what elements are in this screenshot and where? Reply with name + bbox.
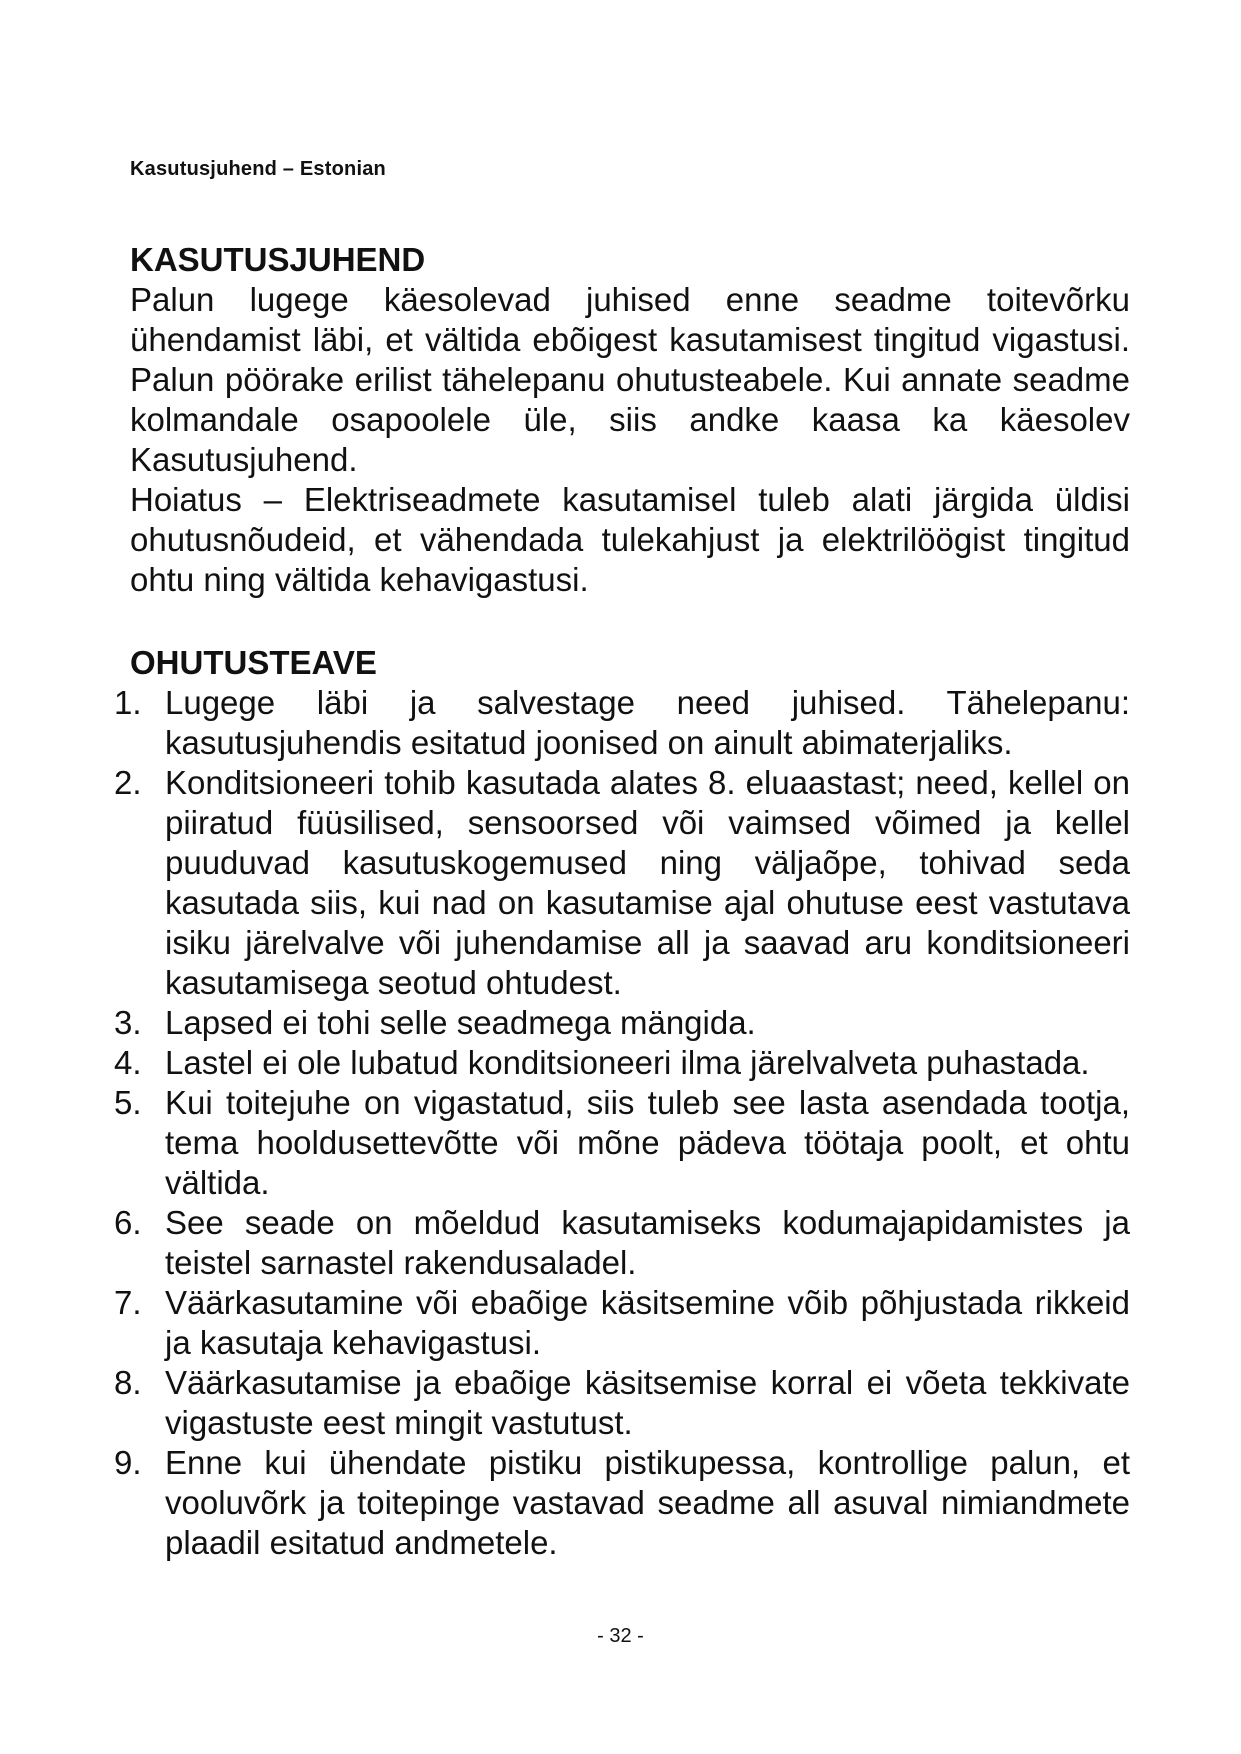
- safety-item-number: 7.: [114, 1284, 142, 1321]
- safety-item-7: [114, 1283, 1130, 1363]
- safety-item-text: Konditsioneeri tohib kasutada alates 8. eluaastast; need, kellel on piiratud füüsilised, sensoorsed või vaimsed võimed ja kellel puuduvad kasutuskogemused ning väljaõpe, tohivad seda kasutada siis, kui nad on kasutamise ajal ohutuse eest vastutava isiku järelvalve või juhendamise all ja saavad aru konditsioneeri kasutamisega seotud ohtudest.: [165, 764, 1130, 1001]
- intro-title: KASUTUSJUHEND: [130, 241, 426, 278]
- safety-item-number: 5.: [114, 1084, 142, 1121]
- safety-item-8: [114, 1363, 1130, 1443]
- safety-item-1: [114, 683, 1130, 763]
- safety-item-number: 1.: [114, 684, 142, 721]
- safety-item-text: Väärkasutamise ja ebaõige käsitsemise korral ei võeta tekkivate vigastuste eest mingit vastutust.: [165, 1364, 1130, 1441]
- safety-item-5: [114, 1083, 1130, 1203]
- safety-item-9: [114, 1443, 1130, 1563]
- warning-paragraph: Hoiatus – Elektriseadmete kasutamisel tuleb alati järgida üldisi ohutusnõudeid, et vähendada tulekahjust ja elektrilöögist tingitud ohtu ning vältida kehavigastusi.: [130, 481, 1130, 598]
- safety-item-2: [114, 763, 1130, 1003]
- page-number: - 32 -: [597, 1625, 644, 1647]
- safety-item-6: [114, 1203, 1130, 1283]
- safety-item-number: 9.: [114, 1444, 142, 1481]
- safety-title: OHUTUSTEAVE: [130, 644, 377, 681]
- safety-item-number: 8.: [114, 1364, 142, 1401]
- section-spacer: [130, 600, 1130, 643]
- safety-item-text: Väärkasutamine või ebaõige käsitsemine võib põhjustada rikkeid ja kasutaja kehavigastusi.: [165, 1284, 1130, 1361]
- safety-item-text: Enne kui ühendate pistiku pistikupessa, kontrollige palun, et vooluvõrk ja toitepinge vastavad seadme all asuval nimiandmete plaadil esitatud andmetele.: [165, 1444, 1130, 1561]
- safety-item-text: Lapsed ei tohi selle seadmega mängida.: [165, 1004, 756, 1041]
- document-content: [114, 240, 1130, 1563]
- safety-item-text: See seade on mõeldud kasutamiseks kodumajapidamistes ja teistel sarnastel rakendusaladel.: [165, 1204, 1130, 1281]
- safety-item-4: [114, 1043, 1130, 1083]
- safety-item-3: [114, 1003, 1130, 1043]
- safety-item-text: Kui toitejuhe on vigastatud, siis tuleb see lasta asendada tootja, tema hooldusettevõtte või mõne pädeva töötaja poolt, et ohtu vältida.: [165, 1084, 1130, 1201]
- safety-item-text: Lastel ei ole lubatud konditsioneeri ilma järelvalveta puhastada.: [165, 1044, 1090, 1081]
- intro-paragraph: Palun lugege käesolevad juhised enne seadme toitevõrku ühendamist läbi, et vältida ebõigest kasutamisest tingitud vigastusi. Palun pöörake erilist tähelepanu ohutusteabele. Kui annate seadme kolmandale osapoolele üle, siis andke kaasa ka käesolev Kasutusjuhend.: [130, 281, 1130, 478]
- document-header-label: Kasutusjuhend – Estonian: [130, 158, 386, 180]
- safety-item-number: 4.: [114, 1044, 142, 1081]
- safety-item-number: 6.: [114, 1204, 142, 1241]
- safety-item-number: 2.: [114, 764, 142, 801]
- safety-item-number: 3.: [114, 1004, 142, 1041]
- safety-list: [114, 683, 1130, 1563]
- safety-item-text: Lugege läbi ja salvestage need juhised. Tähelepanu: kasutusjuhendis esitatud joonised on ainult abimaterjaliks.: [165, 684, 1130, 761]
